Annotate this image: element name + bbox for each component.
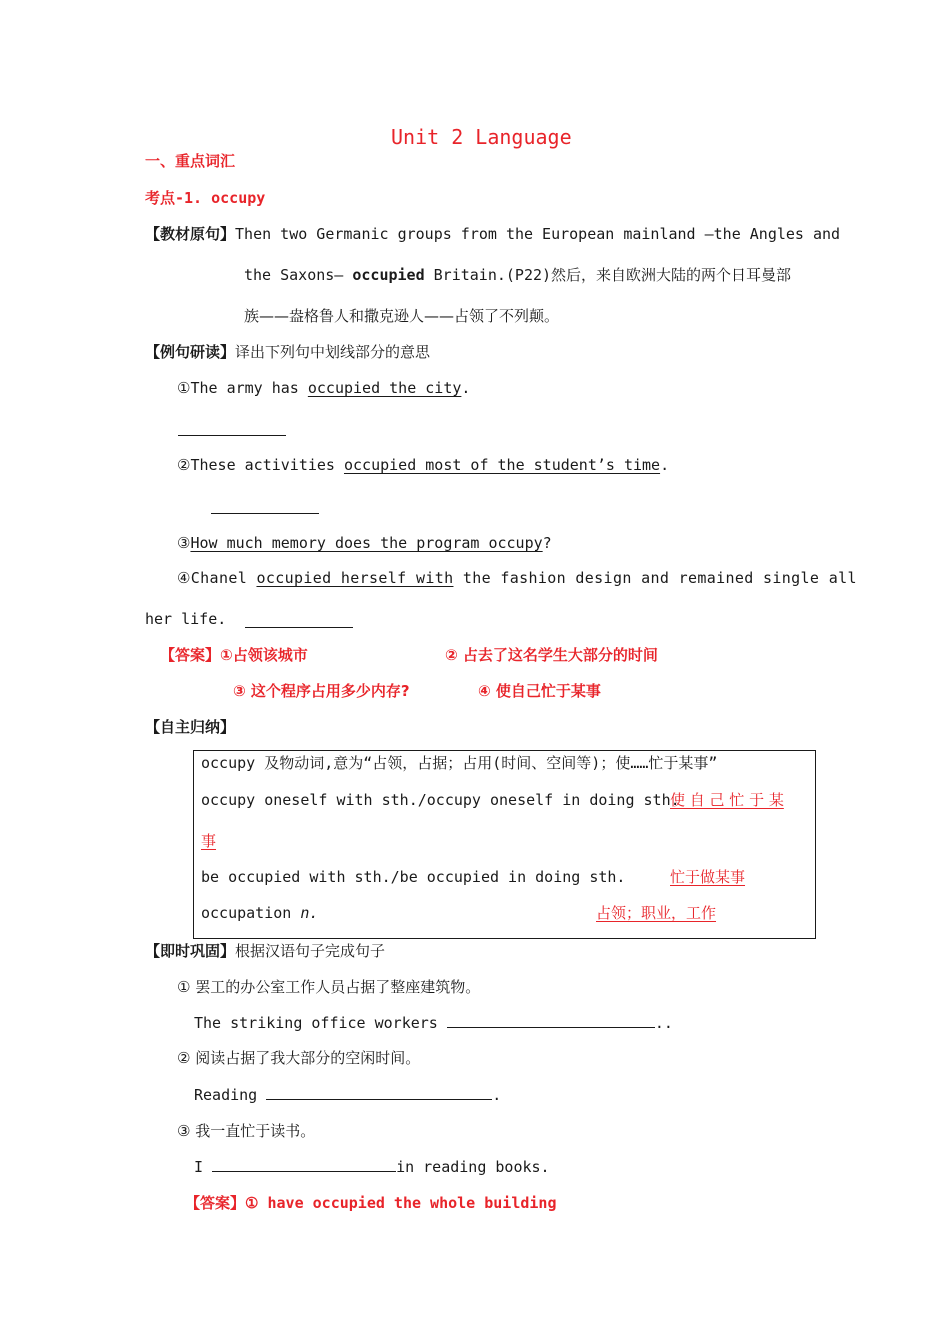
summary-rule-1: occupy 及物动词,意为“占领，占据；占用(时间、空间等)；使……忙于某事”: [201, 754, 718, 772]
practice-q1-pre: The striking office workers: [194, 1014, 447, 1032]
practice-q1-english: [194, 1013, 673, 1033]
practice-q3-pre: I: [194, 1158, 213, 1176]
point-heading: 考点-1. occupy: [145, 189, 266, 207]
example-sentence-2: [177, 455, 669, 475]
source-sentence-keyword: occupied: [352, 266, 425, 284]
summary-rule-4-pos: n.: [300, 904, 319, 922]
example-2-pre: ②These activities: [177, 456, 344, 474]
practice-q2-english: [194, 1085, 501, 1105]
page-title: Unit 2 Language: [391, 125, 572, 149]
summary-rule-2-answer: 使 自 己 忙 于 某: [670, 791, 784, 809]
summary-rule-3: be occupied with sth./be occupied in doing sth.: [201, 868, 626, 886]
summary-rule-3-answer: 忙于做某事: [670, 868, 746, 886]
examples-instruction: 译出下列句中划线部分的意思: [235, 343, 431, 361]
practice-q3-post: in reading books.: [396, 1158, 550, 1176]
example-1-underlined: occupied the city: [307, 379, 462, 397]
source-sentence-post: Britain.(P22)然后，来自欧洲大陆的两个日耳曼部: [424, 266, 792, 284]
answer2-text: ① have occupied the whole building: [245, 1194, 557, 1212]
source-sentence-line3: 族——盎格鲁人和撒克逊人——占领了不列颠。: [244, 307, 560, 325]
answer1-item1: ①占领该城市: [220, 646, 308, 664]
example-4-underlined: occupied herself with: [256, 569, 454, 587]
practice-q3-english: [194, 1157, 550, 1177]
examples-label: 【例句研读】: [145, 343, 236, 361]
practice-q2-pre: Reading: [194, 1086, 267, 1104]
practice-header: [145, 941, 385, 961]
practice-q1-chinese: ① 罢工的办公室工作人员占据了整座建筑物。: [177, 978, 481, 996]
answer1-item4: ④ 使自己忙于某事: [478, 682, 601, 700]
practice-label: 【即时巩固】: [145, 942, 236, 960]
example-4-post: the fashion design and remained single all: [453, 569, 857, 587]
summary-rule-2: occupy oneself with sth./occupy oneself in doing sth.: [201, 791, 680, 809]
example-sentence-4: [177, 568, 857, 588]
source-sentence-line2: [244, 265, 791, 285]
answer-blank-4[interactable]: [245, 627, 353, 628]
example-1-post: .: [461, 379, 471, 397]
answer1-item2: ② 占去了这名学生大部分的时间: [445, 646, 658, 664]
summary-rule-2-answer-cont: 事: [201, 832, 217, 850]
example-sentence-1: [177, 378, 470, 398]
practice-q3-chinese: ③ 我一直忙于读书。: [177, 1122, 316, 1140]
source-sentence-line1: [145, 224, 840, 244]
example-2-underlined: occupied most of the student’s time: [343, 456, 661, 474]
summary-rule-4: [201, 903, 318, 923]
source-sentence-label: 【教材原句】: [145, 225, 236, 243]
answer-label-1: [160, 645, 308, 665]
example-4-pre: ④Chanel: [177, 569, 257, 587]
example-sentence-3: [177, 533, 552, 553]
example-3-underlined: How much memory does the program occupy: [190, 534, 543, 552]
answer-blank-1[interactable]: [178, 435, 286, 436]
example-sentence-4-line2: her life.: [145, 610, 227, 628]
example-1-pre: ①The army has: [177, 379, 308, 397]
source-sentence-pre: the Saxons—: [244, 266, 353, 284]
practice-q2-chinese: ② 阅读占据了我大部分的空闲时间。: [177, 1049, 421, 1067]
summary-rule-4-answer: 占领；职业，工作: [596, 904, 717, 922]
example-3-num: ③: [177, 534, 191, 552]
answer-2: [185, 1193, 556, 1213]
example-3-post: ?: [542, 534, 552, 552]
practice-q1-blank[interactable]: [447, 1013, 655, 1028]
practice-q3-blank[interactable]: [212, 1157, 396, 1172]
summary-rule-4-word: occupation: [201, 904, 301, 922]
practice-q2-blank[interactable]: [266, 1085, 492, 1100]
answer1-label-text: 【答案】: [160, 646, 221, 664]
answer2-label: 【答案】: [185, 1194, 246, 1212]
practice-q1-post: ..: [654, 1014, 673, 1032]
example-2-post: .: [660, 456, 670, 474]
summary-label: 【自主归纳】: [145, 718, 236, 736]
examples-header: [145, 342, 430, 362]
source-sentence-text1: Then two Germanic groups from the European mainland —the Angles and: [235, 225, 841, 243]
practice-q2-post: .: [492, 1086, 502, 1104]
practice-instruction: 根据汉语句子完成句子: [235, 942, 386, 960]
answer1-item3: ③ 这个程序占用多少内存?: [233, 682, 410, 700]
answer-blank-2[interactable]: [211, 513, 319, 514]
section-heading: 一、重点词汇: [145, 152, 236, 170]
